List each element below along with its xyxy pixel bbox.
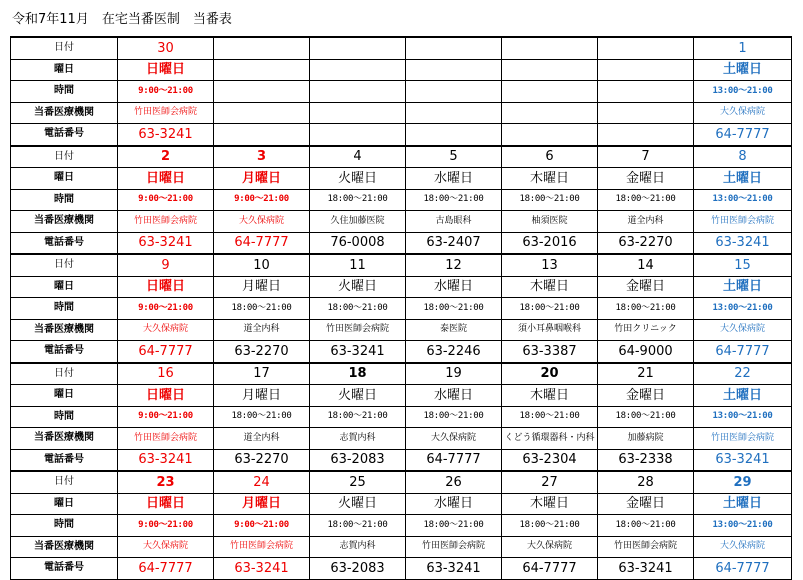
- date-cell: 29: [694, 471, 792, 493]
- clinic-cell: 竹田医師会病院: [118, 211, 214, 233]
- time-cell: [310, 81, 406, 103]
- clinic-cell: 大久保病院: [502, 536, 598, 558]
- phone-cell: 63-2338: [598, 449, 694, 471]
- phone-cell: 64-7777: [118, 558, 214, 580]
- time-cell: 13:00～21:00: [694, 406, 792, 428]
- clinic-cell: 竹田クリニック: [598, 319, 694, 341]
- weekday-cell: 土曜日: [694, 168, 792, 190]
- clinic-cell: 加藤病院: [598, 428, 694, 450]
- weekday-cell: [214, 59, 310, 81]
- weekday-row-label: 曜日: [11, 276, 118, 298]
- time-cell: 18:00～21:00: [598, 406, 694, 428]
- weekday-cell: 土曜日: [694, 59, 792, 81]
- weekday-row-label: 曜日: [11, 493, 118, 515]
- phone-cell: 63-2016: [502, 232, 598, 254]
- clinic-cell: くどう循環器科・内科: [502, 428, 598, 450]
- date-cell: [214, 37, 310, 59]
- weekday-cell: 月曜日: [214, 276, 310, 298]
- time-cell: 18:00～21:00: [310, 189, 406, 211]
- week-5-weekday-row: [11, 493, 792, 515]
- date-cell: 1: [694, 37, 792, 59]
- time-cell: 9:00～21:00: [214, 515, 310, 537]
- clinic-cell: 大久保病院: [406, 428, 502, 450]
- time-cell: 18:00～21:00: [310, 406, 406, 428]
- week-5-time-row: [11, 515, 792, 537]
- date-cell: 24: [214, 471, 310, 493]
- date-row-label: 日付: [11, 363, 118, 385]
- phone-cell: 63-2270: [214, 449, 310, 471]
- phone-row-label: 電話番号: [11, 232, 118, 254]
- phone-cell: 63-3241: [694, 232, 792, 254]
- time-cell: 18:00～21:00: [598, 189, 694, 211]
- time-cell: 18:00～21:00: [502, 406, 598, 428]
- weekday-cell: 火曜日: [310, 276, 406, 298]
- clinic-cell: 竹田医師会病院: [598, 536, 694, 558]
- clinic-cell: 大久保病院: [118, 319, 214, 341]
- clinic-row-label: 当番医療機関: [11, 319, 118, 341]
- time-cell: 18:00～21:00: [406, 298, 502, 320]
- week-3-clinic-row: [11, 319, 792, 341]
- clinic-cell: 竹田医師会病院: [118, 102, 214, 124]
- date-cell: 5: [406, 146, 502, 168]
- time-cell: 13:00～21:00: [694, 81, 792, 103]
- week-4-phone-row: [11, 449, 792, 471]
- weekday-cell: [310, 59, 406, 81]
- weekday-row-label: 曜日: [11, 385, 118, 407]
- weekday-cell: 水曜日: [406, 493, 502, 515]
- date-cell: 3: [214, 146, 310, 168]
- clinic-cell: 大久保病院: [694, 536, 792, 558]
- duty-schedule-table: [10, 36, 792, 580]
- time-cell: [214, 81, 310, 103]
- phone-cell: 63-2246: [406, 341, 502, 363]
- week-1-date-row: [11, 37, 792, 59]
- weekday-cell: 日曜日: [118, 493, 214, 515]
- phone-cell: 64-9000: [598, 341, 694, 363]
- week-2-weekday-row: [11, 168, 792, 190]
- weekday-cell: 木曜日: [502, 168, 598, 190]
- week-1-weekday-row: [11, 59, 792, 81]
- phone-row-label: 電話番号: [11, 124, 118, 146]
- clinic-cell: 志賀内科: [310, 428, 406, 450]
- clinic-cell: 道全内科: [598, 211, 694, 233]
- time-cell: 18:00～21:00: [310, 298, 406, 320]
- time-cell: 18:00～21:00: [310, 515, 406, 537]
- date-cell: 23: [118, 471, 214, 493]
- phone-cell: [214, 124, 310, 146]
- clinic-cell: [598, 102, 694, 124]
- clinic-row-label: 当番医療機関: [11, 211, 118, 233]
- phone-cell: 63-3241: [214, 558, 310, 580]
- phone-cell: 64-7777: [502, 558, 598, 580]
- time-cell: 18:00～21:00: [214, 406, 310, 428]
- phone-cell: 63-2083: [310, 449, 406, 471]
- weekday-cell: 火曜日: [310, 385, 406, 407]
- week-2-date-row: [11, 146, 792, 168]
- week-4-weekday-row: [11, 385, 792, 407]
- date-cell: 28: [598, 471, 694, 493]
- clinic-cell: 泰医院: [406, 319, 502, 341]
- date-cell: 16: [118, 363, 214, 385]
- time-cell: [406, 81, 502, 103]
- time-cell: 9:00～21:00: [118, 81, 214, 103]
- week-4-date-row: [11, 363, 792, 385]
- weekday-cell: 金曜日: [598, 168, 694, 190]
- date-cell: 21: [598, 363, 694, 385]
- clinic-row-label: 当番医療機関: [11, 536, 118, 558]
- date-cell: 15: [694, 254, 792, 276]
- phone-cell: 64-7777: [406, 449, 502, 471]
- phone-cell: 64-7777: [694, 558, 792, 580]
- clinic-cell: 道全内科: [214, 428, 310, 450]
- weekday-cell: 金曜日: [598, 493, 694, 515]
- week-1-clinic-row: [11, 102, 792, 124]
- weekday-cell: [406, 59, 502, 81]
- clinic-cell: 大久保病院: [694, 102, 792, 124]
- week-5-date-row: [11, 471, 792, 493]
- time-cell: 18:00～21:00: [502, 189, 598, 211]
- date-cell: 7: [598, 146, 694, 168]
- clinic-row-label: 当番医療機関: [11, 102, 118, 124]
- time-cell: 9:00～21:00: [118, 298, 214, 320]
- weekday-cell: 月曜日: [214, 385, 310, 407]
- phone-row-label: 電話番号: [11, 341, 118, 363]
- phone-cell: 64-7777: [118, 341, 214, 363]
- weekday-cell: 日曜日: [118, 59, 214, 81]
- weekday-cell: 木曜日: [502, 276, 598, 298]
- date-row-label: 日付: [11, 37, 118, 59]
- weekday-cell: 月曜日: [214, 493, 310, 515]
- date-cell: 12: [406, 254, 502, 276]
- clinic-cell: [310, 102, 406, 124]
- time-cell: 18:00～21:00: [406, 515, 502, 537]
- phone-cell: 63-2304: [502, 449, 598, 471]
- phone-cell: [502, 124, 598, 146]
- week-3-time-row: [11, 298, 792, 320]
- date-cell: [406, 37, 502, 59]
- date-cell: 13: [502, 254, 598, 276]
- date-cell: 8: [694, 146, 792, 168]
- phone-cell: [598, 124, 694, 146]
- date-cell: 25: [310, 471, 406, 493]
- weekday-cell: 金曜日: [598, 276, 694, 298]
- time-cell: 18:00～21:00: [406, 189, 502, 211]
- clinic-cell: 大久保病院: [118, 536, 214, 558]
- clinic-cell: [502, 102, 598, 124]
- phone-row-label: 電話番号: [11, 558, 118, 580]
- time-cell: 13:00～21:00: [694, 189, 792, 211]
- weekday-cell: 火曜日: [310, 168, 406, 190]
- time-cell: 9:00～21:00: [118, 515, 214, 537]
- weekday-cell: 土曜日: [694, 493, 792, 515]
- phone-cell: 63-3241: [598, 558, 694, 580]
- phone-row-label: 電話番号: [11, 449, 118, 471]
- weekday-row-label: 曜日: [11, 168, 118, 190]
- weekday-cell: 金曜日: [598, 385, 694, 407]
- time-row-label: 時間: [11, 406, 118, 428]
- time-cell: 9:00～21:00: [214, 189, 310, 211]
- date-cell: 10: [214, 254, 310, 276]
- date-cell: 9: [118, 254, 214, 276]
- weekday-cell: 日曜日: [118, 168, 214, 190]
- phone-cell: 63-2083: [310, 558, 406, 580]
- date-cell: 17: [214, 363, 310, 385]
- phone-cell: 63-3241: [310, 341, 406, 363]
- phone-cell: [406, 124, 502, 146]
- time-cell: 18:00～21:00: [406, 406, 502, 428]
- phone-cell: [310, 124, 406, 146]
- date-cell: 27: [502, 471, 598, 493]
- time-cell: 9:00～21:00: [118, 189, 214, 211]
- clinic-cell: [406, 102, 502, 124]
- week-2-phone-row: [11, 232, 792, 254]
- phone-cell: 64-7777: [694, 124, 792, 146]
- phone-cell: 63-3241: [694, 449, 792, 471]
- time-cell: 9:00～21:00: [118, 406, 214, 428]
- time-row-label: 時間: [11, 515, 118, 537]
- weekday-cell: [502, 59, 598, 81]
- phone-cell: 63-3387: [502, 341, 598, 363]
- phone-cell: 63-3241: [118, 124, 214, 146]
- date-cell: 4: [310, 146, 406, 168]
- time-row-label: 時間: [11, 189, 118, 211]
- date-cell: 6: [502, 146, 598, 168]
- week-2-clinic-row: [11, 211, 792, 233]
- time-cell: 13:00～21:00: [694, 298, 792, 320]
- date-cell: 22: [694, 363, 792, 385]
- date-row-label: 日付: [11, 254, 118, 276]
- time-cell: 18:00～21:00: [598, 515, 694, 537]
- date-cell: 19: [406, 363, 502, 385]
- clinic-cell: 竹田医師会病院: [406, 536, 502, 558]
- clinic-cell: 竹田医師会病院: [310, 319, 406, 341]
- date-cell: 2: [118, 146, 214, 168]
- clinic-cell: 久住加藤医院: [310, 211, 406, 233]
- date-cell: [310, 37, 406, 59]
- date-cell: 20: [502, 363, 598, 385]
- date-cell: [598, 37, 694, 59]
- weekday-cell: 火曜日: [310, 493, 406, 515]
- time-cell: [598, 81, 694, 103]
- date-cell: 30: [118, 37, 214, 59]
- week-1-time-row: [11, 81, 792, 103]
- clinic-cell: [214, 102, 310, 124]
- weekday-cell: [598, 59, 694, 81]
- phone-cell: 63-3241: [118, 232, 214, 254]
- week-3-date-row: [11, 254, 792, 276]
- time-cell: 18:00～21:00: [598, 298, 694, 320]
- time-cell: 18:00～21:00: [214, 298, 310, 320]
- weekday-cell: 水曜日: [406, 276, 502, 298]
- date-cell: [502, 37, 598, 59]
- weekday-cell: 水曜日: [406, 385, 502, 407]
- phone-cell: 76-0008: [310, 232, 406, 254]
- clinic-cell: 志賀内科: [310, 536, 406, 558]
- date-row-label: 日付: [11, 471, 118, 493]
- clinic-cell: 古島眼科: [406, 211, 502, 233]
- date-cell: 11: [310, 254, 406, 276]
- weekday-cell: 土曜日: [694, 385, 792, 407]
- week-2-time-row: [11, 189, 792, 211]
- date-cell: 26: [406, 471, 502, 493]
- time-cell: 18:00～21:00: [502, 515, 598, 537]
- week-3-weekday-row: [11, 276, 792, 298]
- week-1-phone-row: [11, 124, 792, 146]
- phone-cell: 63-2270: [214, 341, 310, 363]
- clinic-cell: 柚須医院: [502, 211, 598, 233]
- time-cell: 18:00～21:00: [502, 298, 598, 320]
- date-row-label: 日付: [11, 146, 118, 168]
- week-3-phone-row: [11, 341, 792, 363]
- phone-cell: 64-7777: [694, 341, 792, 363]
- schedule-body: [11, 37, 792, 579]
- weekday-cell: 水曜日: [406, 168, 502, 190]
- time-row-label: 時間: [11, 298, 118, 320]
- clinic-cell: 竹田医師会病院: [694, 428, 792, 450]
- phone-cell: 63-3241: [406, 558, 502, 580]
- week-5-clinic-row: [11, 536, 792, 558]
- week-5-phone-row: [11, 558, 792, 580]
- clinic-cell: 竹田医師会病院: [118, 428, 214, 450]
- weekday-row-label: 曜日: [11, 59, 118, 81]
- clinic-cell: 竹田医師会病院: [694, 211, 792, 233]
- weekday-cell: 日曜日: [118, 276, 214, 298]
- week-4-time-row: [11, 406, 792, 428]
- clinic-row-label: 当番医療機関: [11, 428, 118, 450]
- clinic-cell: 竹田医師会病院: [214, 536, 310, 558]
- time-row-label: 時間: [11, 81, 118, 103]
- phone-cell: 63-2270: [598, 232, 694, 254]
- weekday-cell: 日曜日: [118, 385, 214, 407]
- phone-cell: 63-2407: [406, 232, 502, 254]
- time-cell: [502, 81, 598, 103]
- page-title: 令和7年11月 在宅当番医制 当番表: [12, 12, 232, 27]
- clinic-cell: 大久保病院: [694, 319, 792, 341]
- weekday-cell: 土曜日: [694, 276, 792, 298]
- clinic-cell: 大久保病院: [214, 211, 310, 233]
- clinic-cell: 須小耳鼻咽喉科: [502, 319, 598, 341]
- phone-cell: 63-3241: [118, 449, 214, 471]
- phone-cell: 64-7777: [214, 232, 310, 254]
- weekday-cell: 木曜日: [502, 493, 598, 515]
- date-cell: 14: [598, 254, 694, 276]
- weekday-cell: 木曜日: [502, 385, 598, 407]
- date-cell: 18: [310, 363, 406, 385]
- clinic-cell: 道全内科: [214, 319, 310, 341]
- week-4-clinic-row: [11, 428, 792, 450]
- weekday-cell: 月曜日: [214, 168, 310, 190]
- time-cell: 13:00～21:00: [694, 515, 792, 537]
